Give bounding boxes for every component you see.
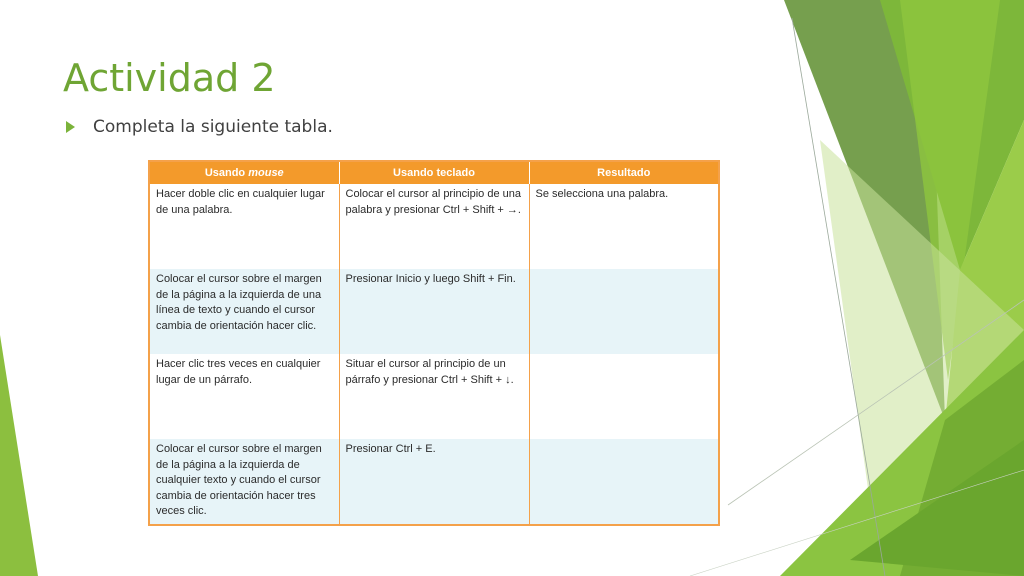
bullet-item: [66, 117, 333, 137]
table-row: [149, 184, 719, 269]
table-cell: Situar el cursor al principio de un párrafo y presionar Ctrl + Shift + ↓.: [339, 354, 529, 439]
table-cell: [529, 269, 719, 354]
header-mouse-emphasis: mouse: [248, 167, 284, 179]
activity-table: [148, 160, 720, 526]
table-cell: Colocar el cursor sobre el margen de la página a la izquierda de cualquier texto y cuando el cursor cambia de orientación hacer tres veces clic.: [149, 439, 339, 525]
table-row: [149, 439, 719, 525]
table-cell: [529, 354, 719, 439]
table-cell: Hacer doble clic en cualquier lugar de una palabra.: [149, 184, 339, 269]
table-cell: Presionar Inicio y luego Shift + Fin.: [339, 269, 529, 354]
table-cell: Se selecciona una palabra.: [529, 184, 719, 269]
bullet-text: Completa la siguiente tabla.: [93, 117, 333, 137]
header-mouse-text: Usando: [204, 167, 249, 179]
header-keyboard: Usando teclado: [339, 161, 529, 184]
table-row: [149, 354, 719, 439]
table-cell: Colocar el cursor sobre el margen de la página a la izquierda de una línea de texto y cuando el cursor cambia de orientación hacer clic.: [149, 269, 339, 354]
table-row: [149, 269, 719, 354]
table-cell: Presionar Ctrl + E.: [339, 439, 529, 525]
header-result: Resultado: [529, 161, 719, 184]
table-header-row: [149, 161, 719, 184]
header-mouse: [149, 161, 339, 184]
table-cell: Hacer clic tres veces en cualquier lugar de un párrafo.: [149, 354, 339, 439]
table-cell: [529, 439, 719, 525]
bullet-arrow-icon: [66, 121, 75, 133]
table-cell: Colocar el cursor al principio de una palabra y presionar Ctrl + Shift + →.: [339, 184, 529, 269]
slide-title: Actividad 2: [63, 56, 276, 100]
